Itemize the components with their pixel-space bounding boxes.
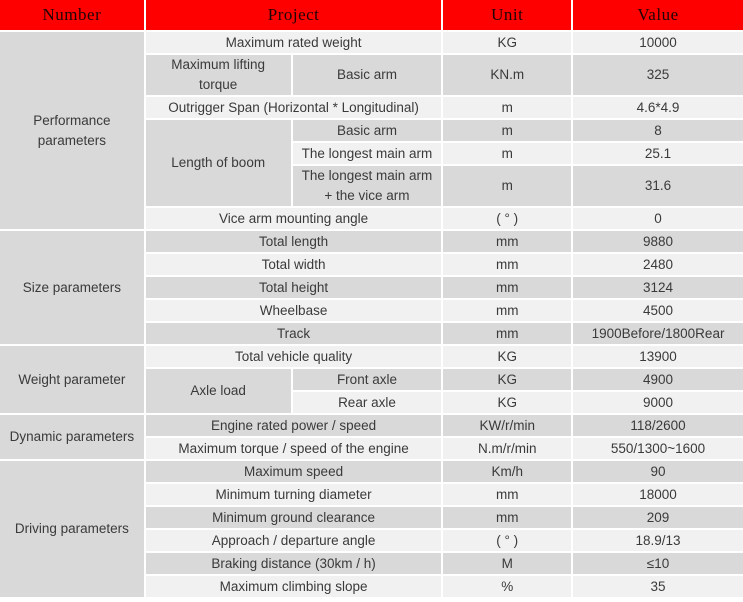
project-cell: Total height [146, 277, 442, 298]
unit-cell: M [443, 553, 571, 574]
col-header-project: Project [146, 0, 442, 30]
project-cell: Maximum rated weight [146, 32, 442, 53]
value-cell: 209 [573, 507, 743, 528]
unit-cell: mm [443, 254, 571, 275]
subgroup-label-lifting-torque: Maximum lifting torque [146, 55, 291, 95]
unit-cell: m [443, 143, 571, 164]
subgroup-label-axle-load: Axle load [146, 369, 291, 413]
value-cell: 325 [573, 55, 743, 95]
table-row [0, 231, 743, 252]
group-label-dynamic: Dynamic parameters [0, 415, 144, 459]
value-cell: 18000 [573, 484, 743, 505]
project-cell: Maximum climbing slope [146, 576, 442, 597]
project-cell: Braking distance (30km / h) [146, 553, 442, 574]
unit-cell: KW/r/min [443, 415, 571, 436]
unit-cell: ( ° ) [443, 530, 571, 551]
value-cell: 4900 [573, 369, 743, 390]
project-cell: Wheelbase [146, 300, 442, 321]
table-row [0, 346, 743, 367]
project-cell: Minimum ground clearance [146, 507, 442, 528]
unit-cell: KG [443, 392, 571, 413]
project-cell: Approach / departure angle [146, 530, 442, 551]
project-cell: Basic arm [293, 55, 442, 95]
unit-cell: mm [443, 277, 571, 298]
unit-cell: N.m/r/min [443, 438, 571, 459]
value-cell: 10000 [573, 32, 743, 53]
project-cell: Rear axle [293, 392, 442, 413]
project-cell: The longest main arm + the vice arm [293, 166, 442, 206]
group-label-weight: Weight parameter [0, 346, 144, 413]
unit-cell: m [443, 166, 571, 206]
value-cell: 31.6 [573, 166, 743, 206]
value-cell: 1900Before/1800Rear [573, 323, 743, 344]
unit-cell: mm [443, 323, 571, 344]
header-row [0, 0, 743, 30]
unit-cell: KG [443, 369, 571, 390]
value-cell: 13900 [573, 346, 743, 367]
value-cell: 4.6*4.9 [573, 97, 743, 118]
table-row [0, 32, 743, 53]
project-cell: Total vehicle quality [146, 346, 442, 367]
value-cell: 90 [573, 461, 743, 482]
unit-cell: Km/h [443, 461, 571, 482]
unit-cell: KN.m [443, 55, 571, 95]
col-header-value: Value [573, 0, 743, 30]
value-cell: 9880 [573, 231, 743, 252]
col-header-unit: Unit [443, 0, 571, 30]
value-cell: 2480 [573, 254, 743, 275]
value-cell: 550/1300~1600 [573, 438, 743, 459]
project-cell: Engine rated power / speed [146, 415, 442, 436]
project-cell: Front axle [293, 369, 442, 390]
project-cell: Maximum speed [146, 461, 442, 482]
group-label-driving: Driving parameters [0, 461, 144, 597]
group-label-size: Size parameters [0, 231, 144, 344]
value-cell: 118/2600 [573, 415, 743, 436]
unit-cell: KG [443, 346, 571, 367]
unit-cell: mm [443, 231, 571, 252]
group-label-performance: Performance parameters [0, 32, 144, 229]
value-cell: 9000 [573, 392, 743, 413]
col-header-number: Number [0, 0, 144, 30]
unit-cell: % [443, 576, 571, 597]
project-cell: Maximum torque / speed of the engine [146, 438, 442, 459]
project-cell: Basic arm [293, 120, 442, 141]
unit-cell: ( ° ) [443, 208, 571, 229]
unit-cell: m [443, 97, 571, 118]
unit-cell: m [443, 120, 571, 141]
project-cell: The longest main arm [293, 143, 442, 164]
project-cell: Track [146, 323, 442, 344]
project-cell: Total width [146, 254, 442, 275]
value-cell: ≤10 [573, 553, 743, 574]
value-cell: 35 [573, 576, 743, 597]
project-cell: Minimum turning diameter [146, 484, 442, 505]
project-cell: Vice arm mounting angle [146, 208, 442, 229]
unit-cell: KG [443, 32, 571, 53]
unit-cell: mm [443, 484, 571, 505]
value-cell: 3124 [573, 277, 743, 298]
value-cell: 25.1 [573, 143, 743, 164]
table-row [0, 461, 743, 482]
project-cell: Outrigger Span (Horizontal * Longitudinal) [146, 97, 442, 118]
value-cell: 18.9/13 [573, 530, 743, 551]
value-cell: 8 [573, 120, 743, 141]
unit-cell: mm [443, 507, 571, 528]
value-cell: 0 [573, 208, 743, 229]
project-cell: Total length [146, 231, 442, 252]
table-row [0, 415, 743, 436]
value-cell: 4500 [573, 300, 743, 321]
unit-cell: mm [443, 300, 571, 321]
subgroup-label-length-of-boom: Length of boom [146, 120, 291, 206]
